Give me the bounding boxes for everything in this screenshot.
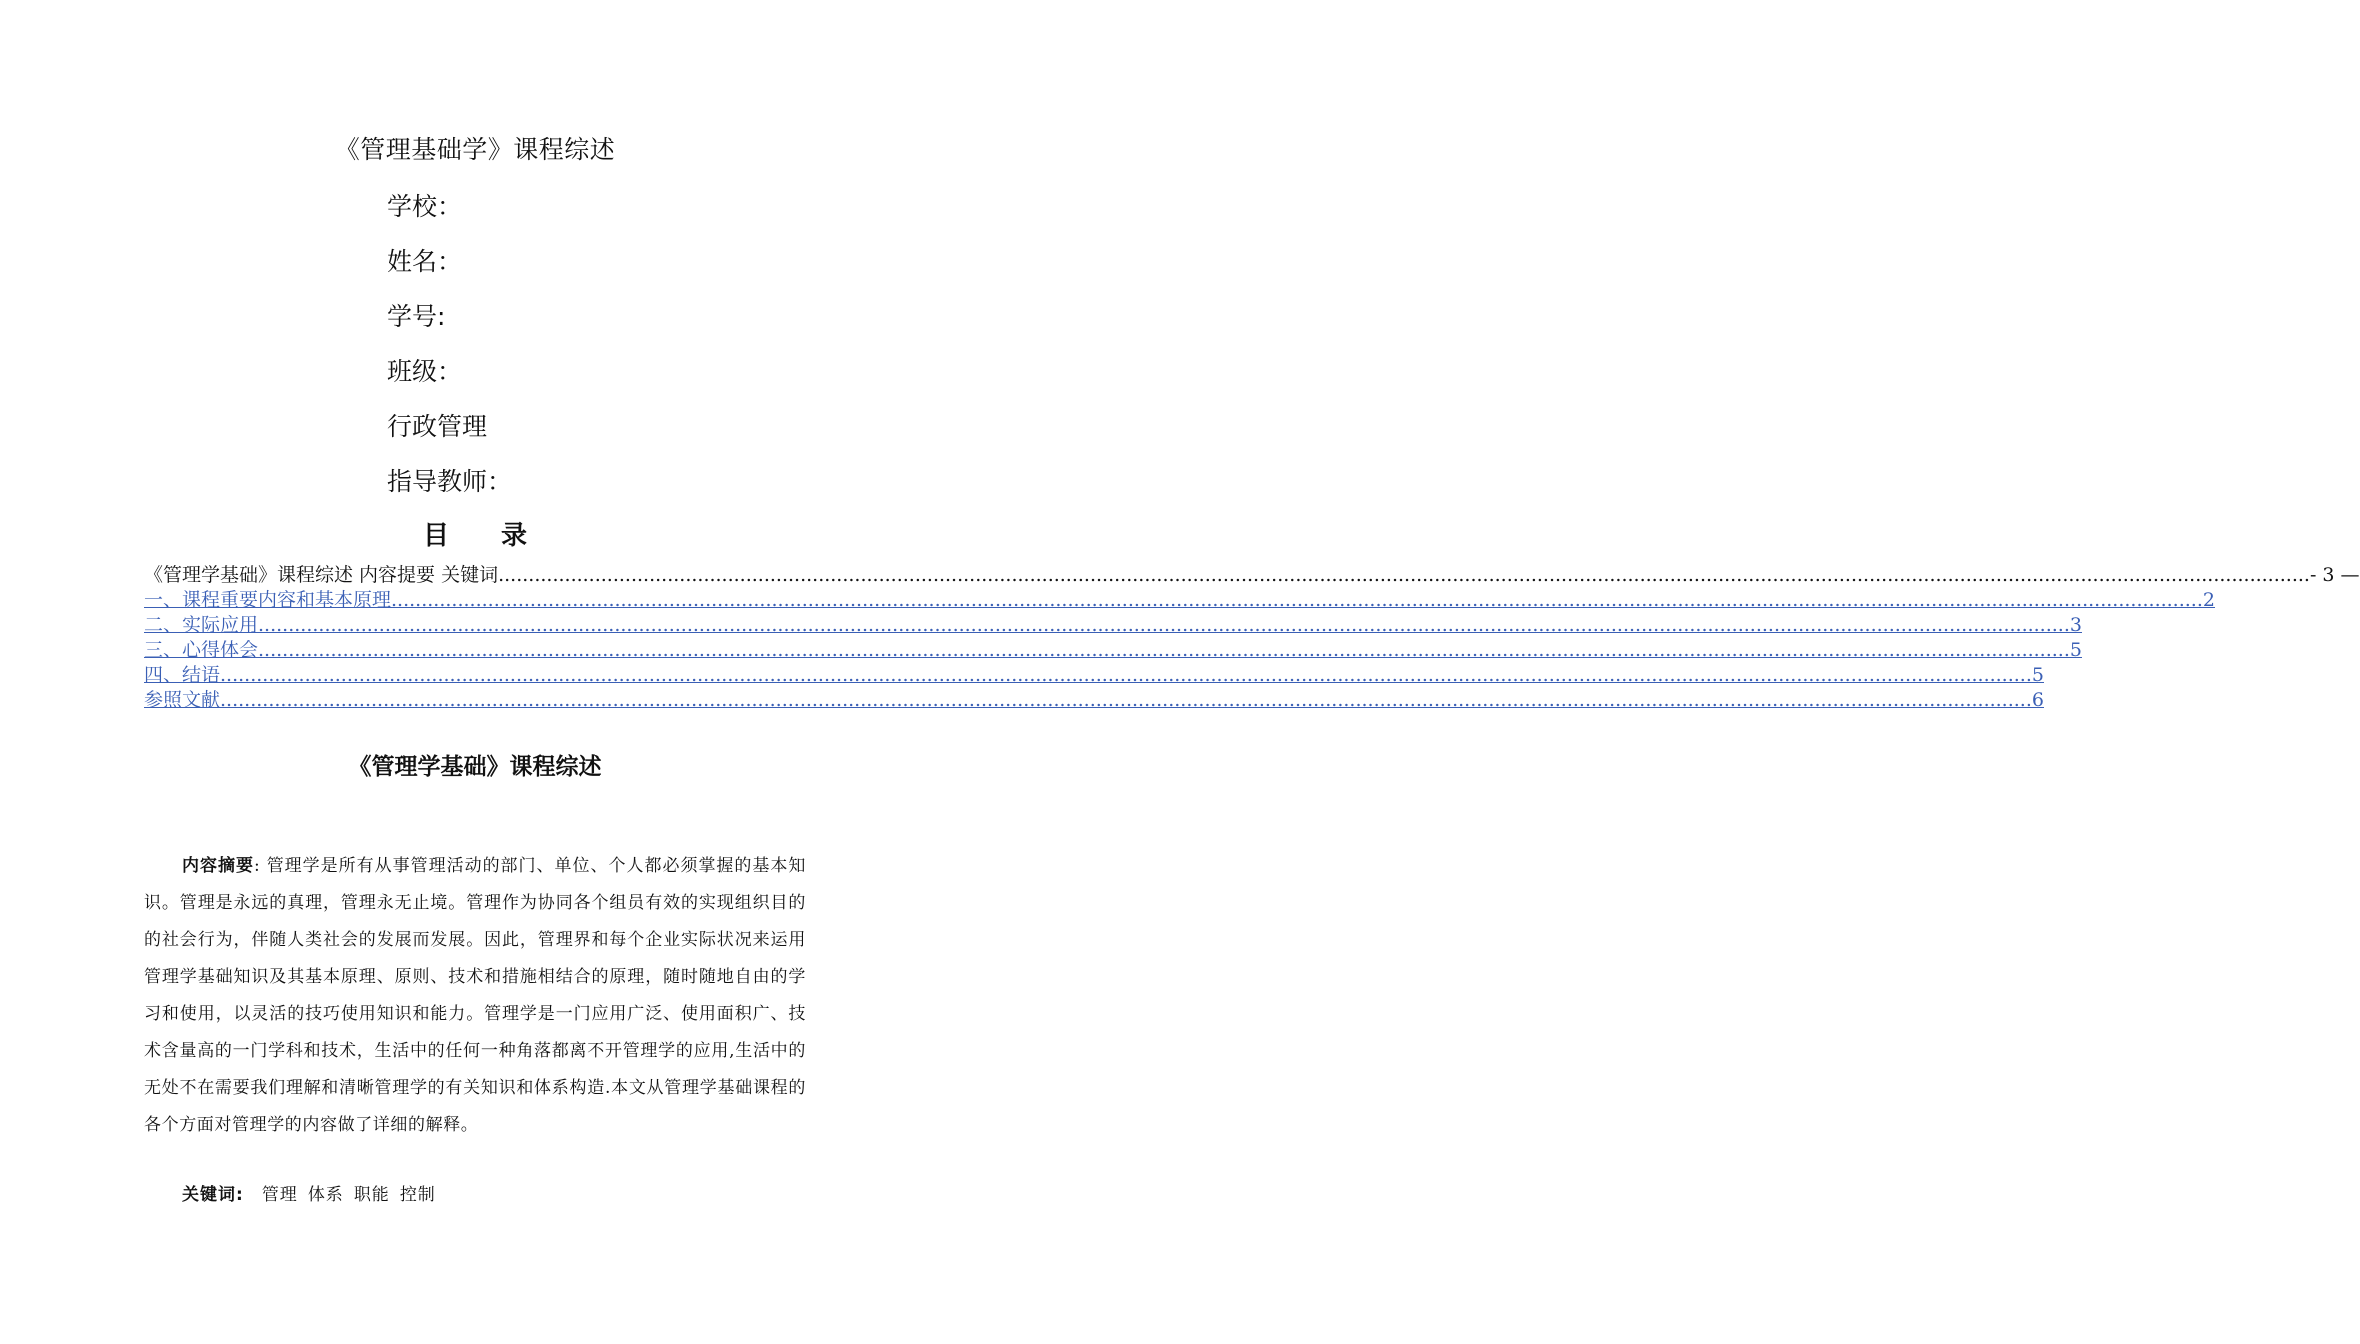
toc-entry-page: 6: [2031, 689, 2044, 711]
toc-entry-summary: [144, 563, 2360, 588]
toc-heading-char: 录: [501, 521, 528, 551]
keyword: 管理: [261, 1185, 298, 1205]
toc-entry-page: 5: [2031, 664, 2044, 686]
toc-leader-dots: ............................................................................................................................................................................................................................................................................................................: [258, 614, 2070, 636]
toc-entry-label: 四、结语: [144, 664, 221, 686]
toc-leader-dots: ............................................................................................................................................................................................................................................................................................................: [391, 589, 2203, 611]
toc-entry-label: 参照文献: [144, 689, 221, 711]
abstract-label: 内容摘要: [182, 856, 254, 876]
toc-leader-dots: ............................................................................................................................................................................................................................................................................................................: [220, 689, 2032, 711]
cover-field-advisor: 指导教师：: [387, 467, 513, 496]
abstract-text: : 管理学是所有从事管理活动的部门、单位、个人都必须掌握的基本知识。管理是永远的真理，管理永无止境。管理作为协同各个组员有效的实现组织目的的社会行为，伴随人类社会的发展而发展。因此，管理界和每个企业实际状况来运用管理学基础知识及其基本原理、原则、技术和措施相结合的原理，随时随地自由的学习和使用，以灵活的技巧使用知识和能力。管理学是一门应用广泛、使用面积广、技术含量高的一门学科和技术，生活中的任何一种角落都离不开管理学的应用,生活中的无处不在需要我们理解和清晰管理学的有关知识和体系构造.本文从管理学基础课程的各个方面对管理学的内容做了详细的解释。: [144, 856, 806, 1135]
keyword: 控制: [399, 1185, 436, 1205]
cover-field-school: 学校：: [387, 192, 463, 221]
toc-entry-page: 3: [2069, 614, 2082, 636]
keywords-label: 关键词:: [182, 1185, 244, 1205]
toc-entry-label: 《管理学基础》课程综述 内容提要 关键词: [144, 564, 499, 586]
toc-leader-dots: ............................................................................................................................................................................................................................................................................................................: [220, 664, 2032, 686]
toc-link-application[interactable]: [144, 613, 2082, 638]
keywords-line: [182, 1180, 446, 1210]
toc-link-principles[interactable]: [144, 588, 2215, 613]
toc-link-references[interactable]: [144, 688, 2044, 713]
toc-leader-dots: ............................................................................................................................................................................................................................................................................................................: [258, 639, 2070, 661]
cover-field-major: 行政管理: [387, 412, 488, 441]
keyword: 职能: [353, 1185, 390, 1205]
toc-heading-char: 目: [422, 521, 449, 551]
table-of-contents: [144, 563, 2360, 713]
toc-entry-label: 三、心得体会: [144, 639, 259, 661]
toc-link-conclusion[interactable]: [144, 663, 2044, 688]
cover-title: 《管理基础学》课程综述: [334, 135, 616, 164]
cover-field-name: 姓名：: [387, 247, 463, 276]
cover-field-class: 班级：: [387, 357, 463, 386]
toc-entry-page: 5: [2069, 639, 2082, 661]
cover-field-student-id: 学号:: [387, 302, 446, 331]
abstract-paragraph: [144, 848, 806, 1144]
toc-link-reflections[interactable]: [144, 638, 2082, 663]
toc-entry-label: 二、实际应用: [144, 614, 259, 636]
toc-entry-label: 一、课程重要内容和基本原理: [144, 589, 392, 611]
toc-heading: [0, 515, 950, 552]
toc-entry-page: 2: [2202, 589, 2215, 611]
toc-entry-page: - 3 —: [2309, 564, 2360, 586]
toc-leader-dots: ............................................................................................................................................................................................................................................................................................................: [498, 564, 2310, 586]
keyword: 体系: [307, 1185, 344, 1205]
body-title: 《管理学基础》课程综述: [348, 754, 602, 780]
